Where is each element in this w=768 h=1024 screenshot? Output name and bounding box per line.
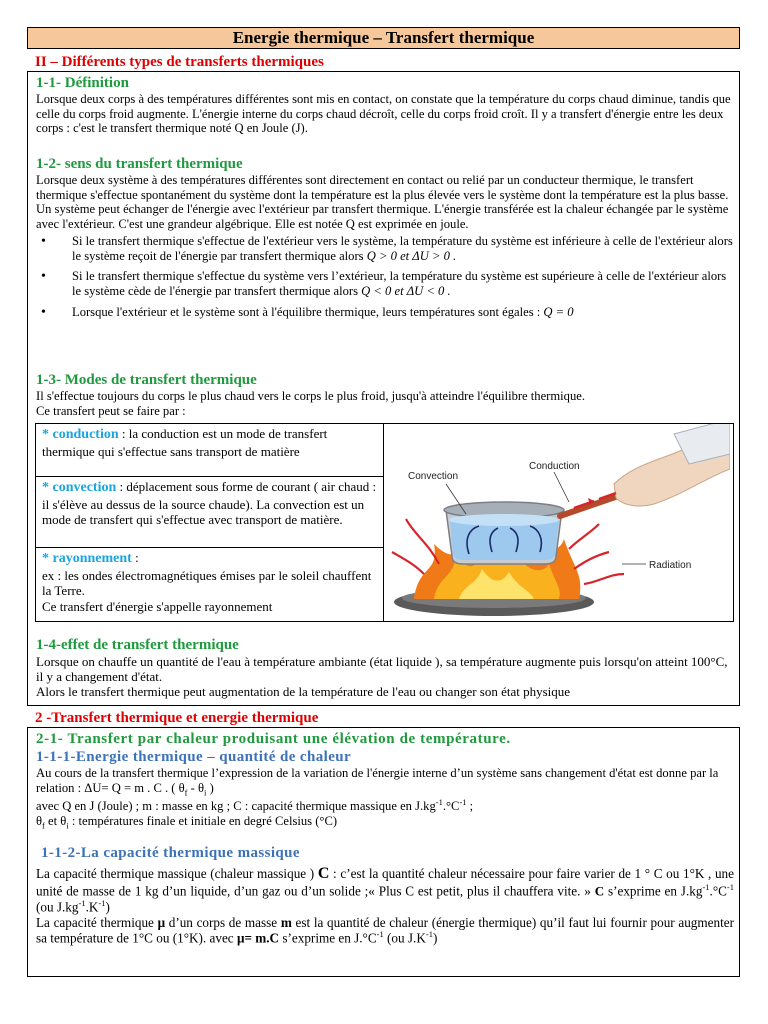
heat-transfer-illustration — [384, 424, 730, 617]
page-title: Energie thermique – Transfert thermique — [27, 27, 740, 49]
capacite2-m: m — [280, 914, 292, 930]
temp-text-b: et θ — [44, 814, 67, 829]
sens-bullet-3-math: Q = 0 — [543, 304, 574, 319]
conduction-cell — [36, 424, 384, 477]
energie-subheading: 1-1-1-Energie thermique – quantité de chaleur — [36, 749, 352, 765]
sens-list — [36, 234, 734, 320]
units-exp-1: -1 — [435, 797, 443, 808]
chaleur-heading: 2-1- Transfert par chaleur produisant une élévation de température. — [36, 731, 511, 747]
chaleur-block — [36, 730, 734, 946]
modes-text-1: Il s'effectue toujours du corps le plus chaud vers le corps le plus froid, jusqu'à atteindre l'équilibre thermique. — [36, 389, 586, 403]
capacite2-c: est la quantité de chaleur (énergie thermique) qu’il faut lui fournir pour augmenter sa température de 1°C ou (1°K). avec — [36, 914, 734, 946]
capacite-exp-2: -1 — [726, 882, 734, 893]
effet-heading: 1-4-effet de transfert thermique — [36, 637, 239, 653]
effet-text-1: Lorsque on chauffe un quantité de l'eau à température ambiante (état liquide ), sa température augmente puis lorsqu'on atteint 100°C, il y a changement d'état. — [36, 654, 728, 685]
capacite-text-1 — [36, 865, 734, 915]
sens-bullet-1-text: Si le transfert thermique s'effectue de l'extérieur vers le système, la température du système est inférieure à celle de l'extérieur alors le système reçoit de l'énergie par transfert thermique alors — [72, 233, 733, 263]
sens-bullet-3-text: Lorsque l'extérieur et le système sont à l'équilibre thermique, leurs températures sont égales : — [72, 304, 541, 319]
temp-index-f: f — [42, 820, 45, 831]
convection-text: : déplacement sous forme de courant ( air chaud : il s'élève au dessus de la source chaude). La convection est un mode de transfert qui s'effectue avec transport de matière. — [42, 479, 377, 528]
effet-block — [36, 636, 734, 700]
capacite-d: .°C — [709, 883, 727, 899]
heat-transfer-figure-cell — [384, 424, 734, 622]
capacite2-e: (ou J.K — [383, 930, 426, 946]
list-item — [36, 269, 734, 298]
capacite-g: ) — [105, 899, 110, 915]
energie-temperatures-text — [36, 814, 734, 831]
figure-label-radiation: Radiation — [649, 560, 692, 571]
rayonnement-term: * rayonnement — [42, 551, 132, 566]
rayonnement-text-2: ex : les ondes électromagnétiques émises par le soleil chauffent la Terre. — [42, 567, 372, 599]
capacite-exp-4: -1 — [98, 898, 106, 909]
definition-text: Lorsque deux corps à des températures différentes sont mis en contact, on constate que la température du corps chaud diminue, tandis que celle du corps froid augmente. L'énergie interne du corps chaud décroît, celle du corps froid croît. Il y a transfert d'énergie entre les deux corps : c'est le transfert thermique noté Q en Joule (J). — [36, 92, 731, 136]
temp-index-i: i — [66, 820, 69, 831]
capacite-symbol-c: C — [317, 864, 330, 882]
capacite2-mu: μ — [157, 914, 166, 930]
theta-i-index: i — [204, 787, 207, 798]
units-text-c: ; — [466, 799, 474, 814]
capacite2-b: d’un corps de masse — [165, 914, 281, 930]
conduction-term: * conduction — [42, 427, 119, 442]
list-item — [36, 305, 734, 320]
temp-text-c: : températures finale et initiale en degré Celsius (°C) — [68, 814, 338, 829]
capacite-c: s’exprime en J.kg — [604, 883, 703, 899]
capacite-b: : c’est la quantité chaleur nécessaire pour faire varier de 1 ° C ou 1°K , une unité de masse de 1 kg d’un liquide, d’un gaz ou d’un solide ;« Plus C est petit, plus il chauffera vite. » — [36, 865, 734, 899]
modes-heading: 1-3- Modes de transfert thermique — [36, 372, 257, 388]
capacite2-d: s’exprime en J.°C — [279, 930, 377, 946]
capacite-subheading: 1-1-2-La capacité thermique massique — [41, 844, 300, 861]
capacite-text-2 — [36, 915, 734, 946]
sens-text-2: Un système peut échanger de l'énergie avec l'extérieur par transfert thermique. L'énergie transférée est la chaleur échangée par le système avec l'extérieur. C'est une grandeur algébrique. Elle est notée Q est exprimée en joule. — [36, 202, 729, 232]
rayonnement-text-1: : — [131, 550, 139, 565]
rayonnement-cell — [36, 548, 384, 622]
figure-label-conduction: Conduction — [529, 461, 580, 472]
modes-text-2: Ce transfert peut se faire par : — [36, 403, 186, 418]
capacite2-f: ) — [432, 930, 438, 946]
capacite-symbol-c-2: C — [594, 883, 605, 899]
section-heading-energie: 2 -Transfert thermique et energie thermique — [35, 710, 319, 726]
figure-label-convection: Convection — [408, 471, 459, 482]
sens-bullet-1-math: Q > 0 et ΔU > 0 . — [366, 248, 457, 263]
definition-heading: 1-1- Définition — [36, 75, 129, 91]
units-exp-2: -1 — [459, 797, 467, 808]
capacite-e: (ou J.kg — [36, 899, 79, 915]
convection-cell — [36, 477, 384, 548]
rayonnement-text-3: Ce transfert d'énergie s'appelle rayonnement — [42, 598, 273, 614]
relation-minus: - θ — [187, 780, 205, 795]
capacite2-exp-2: -1 — [425, 929, 433, 940]
convection-term: * convection — [42, 480, 117, 495]
sens-block — [36, 155, 734, 320]
theta-f-index: f — [184, 787, 188, 798]
units-text-b: .°C — [442, 799, 460, 814]
temp-text-a: θ — [36, 814, 43, 829]
modes-table — [35, 423, 734, 622]
capacite2-a: La capacité thermique — [36, 914, 158, 930]
capacite-exp-3: -1 — [78, 898, 86, 909]
capacite-exp-1: -1 — [702, 882, 710, 893]
relation-text: Au cours de la transfert thermique l’expression de la variation de l'énergie interne d’un système sans changement d'état est donne par la relation : ΔU= Q = m . C . ( θ — [36, 766, 719, 795]
effet-text-2: Alors le transfert thermique peut augmentation de la température de l'eau ou changer son état physique — [36, 684, 571, 700]
capacite2-exp-1: -1 — [376, 929, 384, 940]
sens-bullet-2-math: Q < 0 et ΔU < 0 . — [361, 284, 451, 299]
sens-text-1: Lorsque deux système à des températures différentes sont directement en contact ou relié par un conducteur thermique, le transfert thermique s'effectue spontanément du système dont la température est la plus élevée vers le système dont la température est la plus basse. — [36, 173, 729, 202]
units-text-a: avec Q en J (Joule) ; m : masse en kg ; C : capacité thermique massique en J.kg — [36, 799, 436, 814]
section-heading-types: II – Différents types de transferts thermiques — [35, 54, 324, 70]
modes-block — [36, 371, 734, 418]
capacite-f: .K — [85, 899, 99, 915]
relation-end: ) — [206, 780, 214, 795]
sens-bullet-2-text: Si le transfert thermique s'effectue du système vers l’extérieur, la température du système est supérieure à celle de l'extérieur alors le système cède de l'énergie par transfert thermique alors — [72, 269, 727, 299]
energie-relation-text — [36, 766, 734, 798]
capacite-a: La capacité thermique massique (chaleur massique ) — [36, 865, 318, 881]
sens-heading: 1-2- sens du transfert thermique — [36, 156, 243, 172]
capacite2-formula: μ= m.C — [236, 930, 280, 946]
energie-units-text — [36, 798, 734, 814]
definition-block — [36, 74, 734, 136]
conduction-text: : la conduction est un mode de transfert thermique qui s'effectue sans transport de matière — [42, 426, 328, 459]
list-item — [36, 234, 734, 263]
